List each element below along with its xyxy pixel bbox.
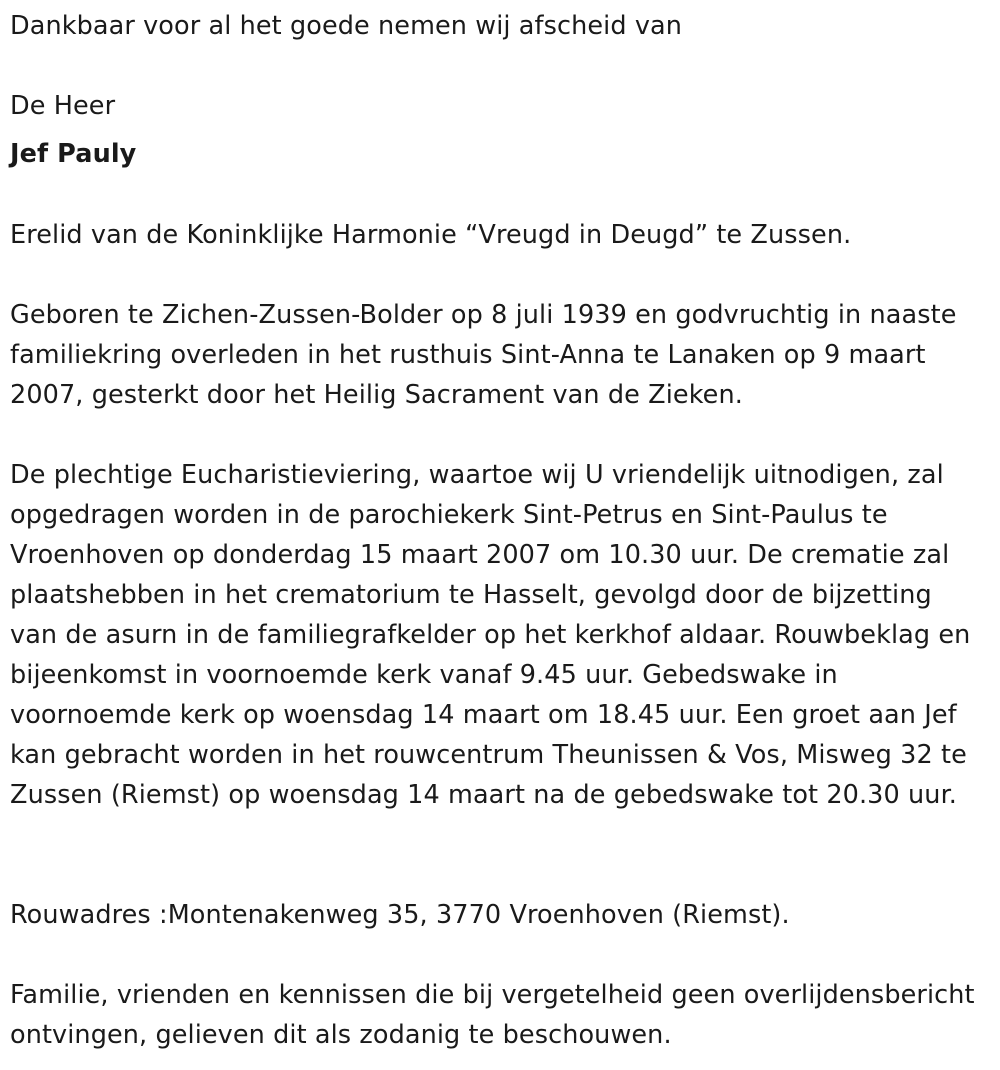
- funeral-details-paragraph: De plechtige Eucharistieviering, waartoe wij U vriendelijk uitnodigen, zal opgedragen worden in de parochiekerk Sint-Petrus en Sint-Paulus te Vroenhoven op donderdag 15 maart 2007 om 10.30 uur. De crematie zal plaatshebben in het crematorium te Hasselt, gevolgd door de bijzetting van de asurn in de familiegrafkelder op het kerkhof aldaar. Rouwbeklag en bijeenkomst in voornoemde kerk vanaf 9.45 uur. Gebedswake in voornoemde kerk op woensdag 14 maart om 18.45 uur. Een groet aan Jef kan gebracht worden in het rouwcentrum Theunissen & Vos, Misweg 32 te Zussen (Riemst) op woensdag 14 maart na de gebedswake tot 20.30 uur.: [10, 460, 971, 810]
- mourning-address-paragraph: Rouwadres :Montenakenweg 35, 3770 Vroenhoven (Riemst).: [10, 900, 790, 930]
- birth-death-paragraph: Geboren te Zichen-Zussen-Bolder op 8 juli 1939 en godvruchtig in naaste familiekring overleden in het rusthuis Sint-Anna te Lanaken op 9 maart 2007, gesterkt door het Heilig Sacrament van de Zieken.: [10, 300, 957, 410]
- family-note-paragraph: Familie, vrienden en kennissen die bij vergetelheid geen overlijdensbericht ontvingen, gelieven dit als zodanig te beschouwen.: [10, 980, 975, 1050]
- deceased-name: Jef Pauly: [10, 139, 137, 169]
- intro-line: Dankbaar voor al het goede nemen wij afscheid van: [10, 11, 683, 41]
- honorific: De Heer: [10, 91, 116, 121]
- honorary-membership-paragraph: Erelid van de Koninklijke Harmonie “Vreugd in Deugd” te Zussen.: [10, 220, 852, 250]
